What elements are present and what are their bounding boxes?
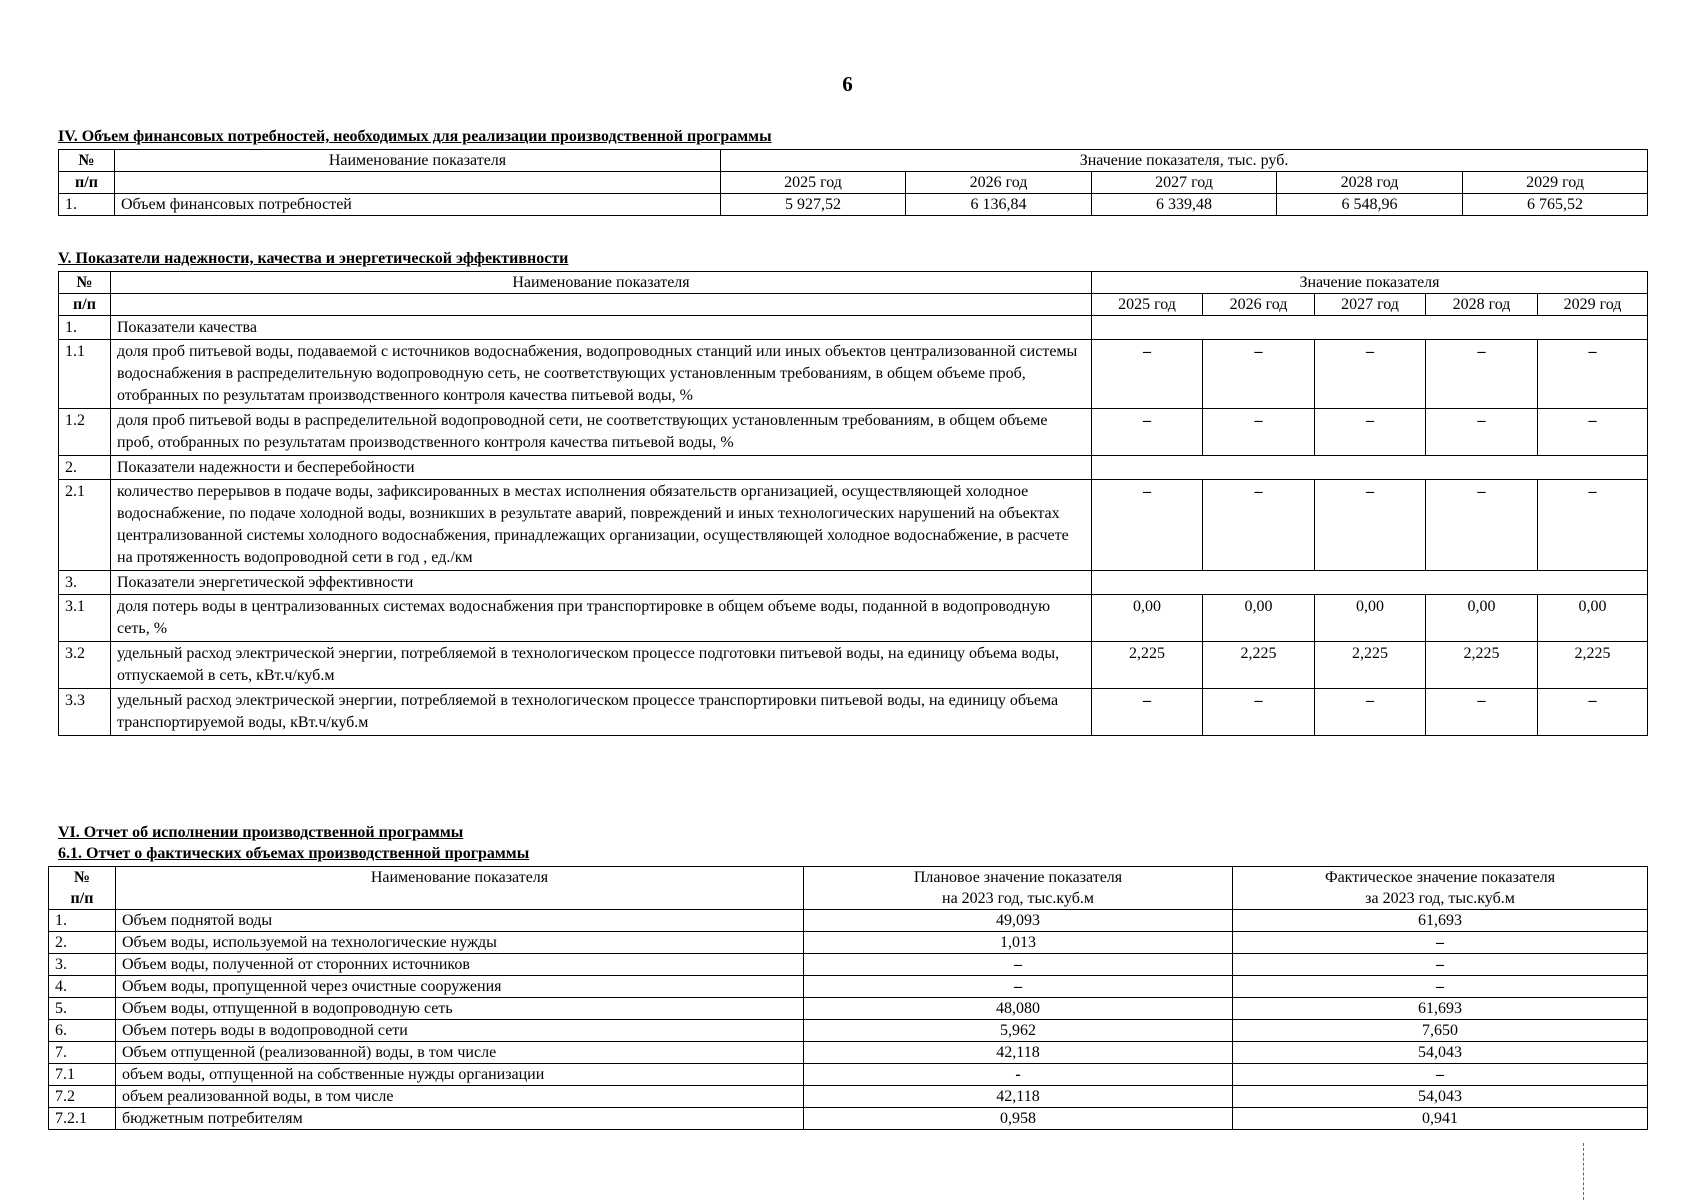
row-value: –	[1426, 340, 1538, 409]
row-value: –	[1315, 340, 1426, 409]
row-value: –	[1538, 340, 1648, 409]
row-plan-value: 5,962	[804, 1020, 1233, 1042]
table-row	[49, 954, 1648, 976]
row-plan-value: 1,013	[804, 932, 1233, 954]
col-fact-header: Фактическое значение показателя за 2023 год, тыс.куб.м	[1233, 867, 1648, 910]
year-header: 2028 год	[1426, 294, 1538, 316]
row-num: 1.2	[59, 409, 111, 456]
row-num: 3.	[49, 954, 116, 976]
table-row	[59, 595, 1648, 642]
row-fact-value: –	[1233, 954, 1648, 976]
row-plan-value: 42,118	[804, 1042, 1233, 1064]
row-value: 2,225	[1426, 642, 1538, 689]
row-name: Показатели качества	[111, 316, 1092, 340]
row-value: 6 548,96	[1277, 194, 1463, 216]
row-fact-value: 54,043	[1233, 1086, 1648, 1108]
row-plan-value: –	[804, 976, 1233, 998]
row-num: 4.	[49, 976, 116, 998]
row-num: 2.1	[59, 480, 111, 571]
row-name: Объем поднятой воды	[116, 910, 804, 932]
row-name: бюджетным потребителям	[116, 1108, 804, 1130]
row-value: –	[1315, 480, 1426, 571]
row-name: Объем отпущенной (реализованной) воды, в том числе	[116, 1042, 804, 1064]
row-plan-value: 42,118	[804, 1086, 1233, 1108]
row-value: –	[1203, 480, 1315, 571]
row-fact-value: –	[1233, 932, 1648, 954]
year-header: 2027 год	[1315, 294, 1426, 316]
section5-title: V. Показатели надежности, качества и энергетической эффективности	[58, 250, 569, 267]
row-value: –	[1315, 689, 1426, 736]
row-num: 6.	[49, 1020, 116, 1042]
production-report-table	[48, 866, 1648, 1130]
row-value: 0,00	[1315, 595, 1426, 642]
row-value: –	[1203, 340, 1315, 409]
row-value: –	[1426, 409, 1538, 456]
group-row-empty	[1092, 316, 1648, 340]
table-row	[59, 689, 1648, 736]
row-value: 0,00	[1092, 595, 1203, 642]
col-num-header: № п/п	[49, 867, 116, 910]
row-num: 1.	[59, 316, 111, 340]
section6-subtitle: 6.1. Отчет о фактических объемах производственной программы	[58, 845, 530, 862]
row-num: 2.	[59, 456, 111, 480]
col-name-header: Наименование показателя	[115, 150, 721, 172]
row-plan-value: 0,958	[804, 1108, 1233, 1130]
table-row	[49, 1086, 1648, 1108]
row-value: –	[1315, 409, 1426, 456]
row-name: объем реализованной воды, в том числе	[116, 1086, 804, 1108]
row-num: 7.2.1	[49, 1108, 116, 1130]
year-header: 2025 год	[1092, 294, 1203, 316]
row-name: Объем воды, пропущенной через очистные сооружения	[116, 976, 804, 998]
row-name: доля проб питьевой воды, подаваемой с источников водоснабжения, водопроводных станций или иных объектов централизованной системы водоснабжения в распределительную водопроводную сеть, не соответствующих установленным требованиям, в общем объеме проб, отобранных по результатам производственного контроля качества питьевой воды, %	[111, 340, 1092, 409]
scan-edge-mark	[1583, 1143, 1584, 1200]
row-value: 2,225	[1315, 642, 1426, 689]
row-value: 2,225	[1092, 642, 1203, 689]
col-value-header: Значение показателя, тыс. руб.	[721, 150, 1648, 172]
section6-title: VI. Отчет об исполнении производственной программы	[58, 824, 464, 841]
row-value: 0,00	[1426, 595, 1538, 642]
col-name-header-blank	[111, 294, 1092, 316]
table-row	[49, 998, 1648, 1020]
group-row-empty	[1092, 456, 1648, 480]
group-row	[59, 316, 1648, 340]
row-plan-value: 49,093	[804, 910, 1233, 932]
row-num: 7.2	[49, 1086, 116, 1108]
row-value: –	[1203, 689, 1315, 736]
table-row	[49, 1064, 1648, 1086]
row-value: –	[1538, 480, 1648, 571]
group-row	[59, 571, 1648, 595]
table-row	[59, 480, 1648, 571]
row-plan-value: 48,080	[804, 998, 1233, 1020]
year-header: 2027 год	[1092, 172, 1277, 194]
table-row	[59, 340, 1648, 409]
row-value: –	[1538, 409, 1648, 456]
row-plan-value: -	[804, 1064, 1233, 1086]
row-value: –	[1092, 340, 1203, 409]
row-fact-value: 61,693	[1233, 910, 1648, 932]
row-name: Объем финансовых потребностей	[115, 194, 721, 216]
row-fact-value: –	[1233, 976, 1648, 998]
row-fact-value: 0,941	[1233, 1108, 1648, 1130]
row-num: 1.	[49, 910, 116, 932]
table-row	[59, 409, 1648, 456]
col-num-header-sub: п/п	[59, 294, 111, 316]
financial-needs-table	[58, 149, 1648, 216]
col-num-header: №	[59, 150, 115, 172]
row-name: объем воды, отпущенной на собственные нужды организации	[116, 1064, 804, 1086]
row-num: 3.	[59, 571, 111, 595]
row-value: 2,225	[1203, 642, 1315, 689]
row-value: –	[1092, 409, 1203, 456]
row-name: Объем потерь воды в водопроводной сети	[116, 1020, 804, 1042]
group-row-empty	[1092, 571, 1648, 595]
table-row	[49, 1020, 1648, 1042]
col-num-header: №	[59, 272, 111, 294]
row-num: 3.1	[59, 595, 111, 642]
table-row	[49, 976, 1648, 998]
row-num: 1.1	[59, 340, 111, 409]
row-num: 3.2	[59, 642, 111, 689]
row-value: 5 927,52	[721, 194, 906, 216]
row-value: –	[1092, 480, 1203, 571]
col-num-header-sub: п/п	[59, 172, 115, 194]
row-num: 7.1	[49, 1064, 116, 1086]
table-row	[59, 642, 1648, 689]
row-name: Показатели надежности и бесперебойности	[111, 456, 1092, 480]
row-value: 6 765,52	[1463, 194, 1648, 216]
row-name: количество перерывов в подаче воды, зафиксированных в местах исполнения обязательств организацией, осуществляющей холодное водоснабжение, по подаче холодной воды, возникших в результате аварий, повреждений и иных технологических нарушений на объектах централизованной системы холодного водоснабжения, принадлежащих организации, осуществляющей холодное водоснабжение, в расчете на протяженность водопроводной сети в год , ед./км	[111, 480, 1092, 571]
section4-title: IV. Объем финансовых потребностей, необходимых для реализации производственной программы	[58, 128, 772, 145]
row-value: 2,225	[1538, 642, 1648, 689]
row-num: 7.	[49, 1042, 116, 1064]
row-value: 0,00	[1203, 595, 1315, 642]
row-fact-value: 61,693	[1233, 998, 1648, 1020]
row-name: доля потерь воды в централизованных системах водоснабжения при транспортировке в общем объеме воды, поданной в водопроводную сеть, %	[111, 595, 1092, 642]
page-number: 6	[842, 72, 853, 96]
table-row	[49, 932, 1648, 954]
year-header: 2029 год	[1463, 172, 1648, 194]
row-name: Объем воды, используемой на технологические нужды	[116, 932, 804, 954]
row-value: –	[1092, 689, 1203, 736]
row-value: –	[1426, 689, 1538, 736]
row-name: удельный расход электрической энергии, потребляемой в технологическом процессе подготовки питьевой воды, на единицу объема воды, отпускаемой в сеть, кВт.ч/куб.м	[111, 642, 1092, 689]
row-name: Объем воды, отпущенной в водопроводную сеть	[116, 998, 804, 1020]
col-name-header: Наименование показателя	[111, 272, 1092, 294]
row-num: 5.	[49, 998, 116, 1020]
row-name: доля проб питьевой воды в распределительной водопроводной сети, не соответствующих установленным требованиям, в общем объеме проб, отобранных по результатам производственного контроля качества питьевой воды, %	[111, 409, 1092, 456]
row-value: 6 136,84	[906, 194, 1092, 216]
row-fact-value: 7,650	[1233, 1020, 1648, 1042]
row-plan-value: –	[804, 954, 1233, 976]
row-name: удельный расход электрической энергии, потребляемой в технологическом процессе транспортировки питьевой воды, на единицу объема транспортируемой воды, кВт.ч/куб.м	[111, 689, 1092, 736]
table-row	[49, 1042, 1648, 1064]
reliability-indicators-table	[58, 271, 1648, 736]
group-row	[59, 456, 1648, 480]
row-num: 3.3	[59, 689, 111, 736]
col-name-header-blank	[115, 172, 721, 194]
row-value: –	[1426, 480, 1538, 571]
row-name: Объем воды, полученной от сторонних источников	[116, 954, 804, 976]
table-row	[49, 1108, 1648, 1130]
table-row	[49, 910, 1648, 932]
row-fact-value: –	[1233, 1064, 1648, 1086]
col-plan-header: Плановое значение показателя на 2023 год, тыс.куб.м	[804, 867, 1233, 910]
col-name-header: Наименование показателя	[116, 867, 804, 910]
row-value: –	[1203, 409, 1315, 456]
row-value: –	[1538, 689, 1648, 736]
year-header: 2026 год	[1203, 294, 1315, 316]
row-value: 0,00	[1538, 595, 1648, 642]
col-value-header: Значение показателя	[1092, 272, 1648, 294]
row-fact-value: 54,043	[1233, 1042, 1648, 1064]
row-num: 2.	[49, 932, 116, 954]
year-header: 2029 год	[1538, 294, 1648, 316]
row-value: 6 339,48	[1092, 194, 1277, 216]
year-header: 2026 год	[906, 172, 1092, 194]
year-header: 2028 год	[1277, 172, 1463, 194]
row-num: 1.	[59, 194, 115, 216]
year-header: 2025 год	[721, 172, 906, 194]
table-row	[59, 194, 1648, 216]
row-name: Показатели энергетической эффективности	[111, 571, 1092, 595]
